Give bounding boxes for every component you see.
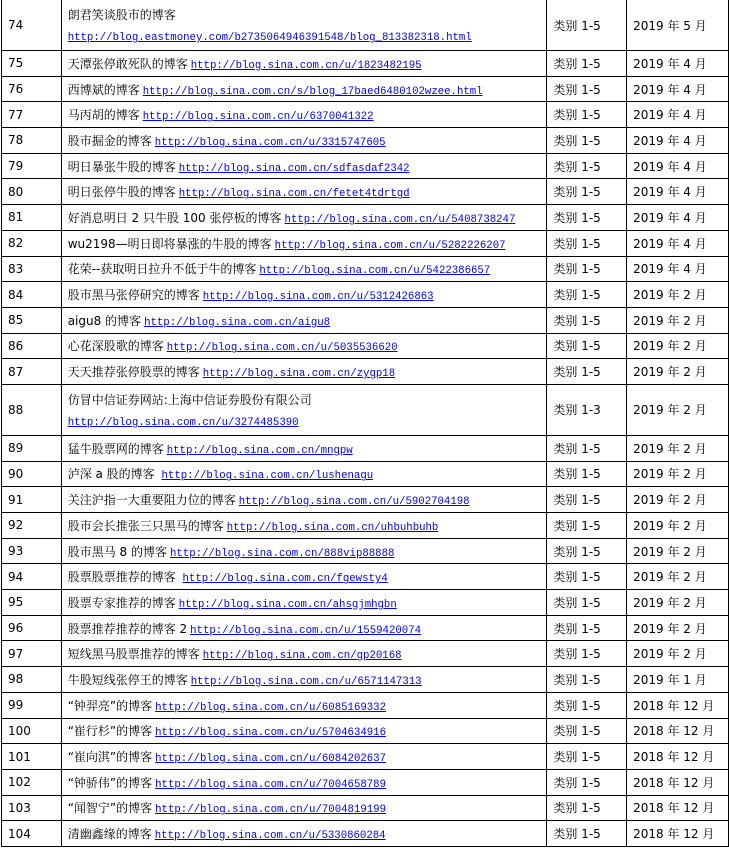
- blog-cell: [61, 256, 547, 282]
- blog-cell: [61, 230, 547, 256]
- blog-name: 关注沪指一大重要阻力位的博客: [67, 493, 236, 508]
- row-number: 75: [2, 51, 62, 77]
- blog-name: wu2198—明日即将暴涨的牛股的博客: [67, 236, 272, 251]
- category-cell: 类别 1-5: [547, 230, 627, 256]
- table-row: [2, 487, 729, 513]
- row-number: 80: [2, 179, 62, 205]
- date-cell: 2018 年 12 月: [627, 795, 729, 821]
- category-cell: 类别 1-5: [547, 128, 627, 154]
- row-number: 100: [2, 718, 62, 744]
- blog-cell: [61, 538, 547, 564]
- row-number: 81: [2, 205, 62, 231]
- category-cell: 类别 1-5: [547, 590, 627, 616]
- row-number: 85: [2, 307, 62, 333]
- blog-name: 明日张停牛股的博客: [67, 185, 176, 200]
- category-cell: 类别 1-5: [547, 359, 627, 385]
- date-cell: 2018 年 12 月: [627, 769, 729, 795]
- table-row: [2, 282, 729, 308]
- blog-name: 股票推荐推荐的博客 2: [67, 621, 188, 636]
- blog-cell: [61, 795, 547, 821]
- category-cell: 类别 1-5: [547, 153, 627, 179]
- blog-link[interactable]: http://blog.sina.com.cn/u/5330860284: [154, 830, 386, 843]
- row-number: 102: [2, 769, 62, 795]
- blog-link[interactable]: http://blog.sina.com.cn/u/5902704198: [238, 496, 470, 509]
- blog-cell: [61, 435, 547, 461]
- date-cell: 2018 年 12 月: [627, 744, 729, 770]
- category-cell: 类别 1-5: [547, 692, 627, 718]
- row-number: 78: [2, 128, 62, 154]
- table-row: [2, 590, 729, 616]
- blog-link[interactable]: http://blog.sina.com.cn/s/blog_17baed6480102wzee.html: [142, 85, 483, 98]
- blog-name: “钟骄伟”的博客: [67, 775, 153, 790]
- blog-link[interactable]: http://blog.sina.com.cn/u/5282226207: [274, 239, 506, 252]
- table-row: [2, 744, 729, 770]
- row-number: 91: [2, 487, 62, 513]
- row-number: 86: [2, 333, 62, 359]
- blog-link[interactable]: http://blog.sina.com.cn/u/6571147313: [190, 675, 422, 688]
- blog-cell: [61, 769, 547, 795]
- blog-link[interactable]: http://blog.sina.com.cn/zygp18: [202, 368, 396, 381]
- table-row: [2, 230, 729, 256]
- table-row: [2, 769, 729, 795]
- category-cell: 类别 1-5: [547, 282, 627, 308]
- row-number: 103: [2, 795, 62, 821]
- row-number: 93: [2, 538, 62, 564]
- row-number: 87: [2, 359, 62, 385]
- category-cell: 类别 1-5: [547, 538, 627, 564]
- blog-cell: [61, 153, 547, 179]
- date-cell: 2019 年 4 月: [627, 179, 729, 205]
- category-cell: 类别 1-5: [547, 744, 627, 770]
- blog-link[interactable]: http://blog.sina.com.cn/u/3274485390: [67, 416, 299, 429]
- category-cell: 类别 1-5: [547, 435, 627, 461]
- table-row: [2, 821, 729, 847]
- blog-cell: [61, 641, 547, 667]
- blog-link[interactable]: http://blog.sina.com.cn/aigu8: [144, 316, 331, 329]
- blog-link[interactable]: http://blog.sina.com.cn/u/6370041322: [142, 111, 374, 124]
- table-row: [2, 359, 729, 385]
- blog-cell: [61, 615, 547, 641]
- blog-cell: [61, 590, 547, 616]
- blog-name: 牛股短线张停王的博客: [67, 672, 188, 687]
- blog-name: “闻智宁”的博客: [67, 801, 153, 816]
- category-cell: 类别 1-5: [547, 179, 627, 205]
- table-row: [2, 564, 729, 590]
- blog-cell: [61, 564, 547, 590]
- blog-cell: [61, 744, 547, 770]
- category-cell: 类别 1-5: [547, 307, 627, 333]
- blog-link[interactable]: http://blog.sina.com.cn/u/1823482195: [190, 59, 422, 72]
- date-cell: 2019 年 2 月: [627, 333, 729, 359]
- category-cell: 类别 1-5: [547, 102, 627, 128]
- blog-name: aigu8 的博客: [67, 313, 142, 328]
- date-cell: 2019 年 4 月: [627, 128, 729, 154]
- table-row: [2, 384, 729, 435]
- blog-cell: [61, 51, 547, 77]
- table-row: [2, 513, 729, 539]
- blog-name: 西博斌的博客: [67, 82, 140, 97]
- blog-link[interactable]: http://blog.sina.com.cn/lushenagu: [161, 470, 374, 483]
- blog-link[interactable]: http://blog.sina.com.cn/sdfasdaf2342: [178, 162, 410, 175]
- row-number: 88: [2, 384, 62, 435]
- row-number: 79: [2, 153, 62, 179]
- category-cell: 类别 1-5: [547, 821, 627, 847]
- blog-link[interactable]: http://blog.sina.com.cn/ahsgjmhgbn: [178, 598, 397, 611]
- blog-cell: [61, 718, 547, 744]
- table-body: [2, 0, 729, 846]
- row-number: 76: [2, 76, 62, 102]
- blog-name: 股票专家推荐的博客: [67, 595, 176, 610]
- row-number: 98: [2, 667, 62, 693]
- blog-name: 明日暴张牛股的博客: [67, 159, 176, 174]
- category-cell: 类别 1-5: [547, 615, 627, 641]
- category-cell: 类别 1-5: [547, 461, 627, 487]
- category-cell: 类别 1-5: [547, 333, 627, 359]
- blog-cell: [61, 76, 547, 102]
- blog-cell: [61, 333, 547, 359]
- blog-name: 股市黑马 8 的博客: [67, 544, 167, 559]
- table-row: [2, 76, 729, 102]
- category-cell: 类别 1-5: [547, 0, 627, 51]
- row-number: 92: [2, 513, 62, 539]
- date-cell: 2019 年 2 月: [627, 282, 729, 308]
- blog-link[interactable]: http://blog.sina.com.cn/u/1559420074: [190, 624, 422, 637]
- blog-link[interactable]: http://blog.sina.com.cn/u/5035536620: [166, 342, 398, 355]
- blog-link[interactable]: http://blog.sina.com.cn/fgewsty4: [182, 573, 388, 586]
- blog-link[interactable]: http://blog.sina.com.cn/u/7004819199: [155, 804, 387, 817]
- row-number: 84: [2, 282, 62, 308]
- blog-link[interactable]: http://blog.sina.com.cn/u/3315747605: [154, 136, 386, 149]
- date-cell: 2019 年 5 月: [627, 0, 729, 51]
- date-cell: 2019 年 4 月: [627, 51, 729, 77]
- table-row: [2, 795, 729, 821]
- date-cell: 2019 年 4 月: [627, 102, 729, 128]
- blog-name: 心花深股歌的博客: [67, 339, 164, 354]
- table-row: [2, 435, 729, 461]
- date-cell: 2018 年 12 月: [627, 718, 729, 744]
- blog-cell: [61, 487, 547, 513]
- date-cell: 2019 年 4 月: [627, 76, 729, 102]
- table-row: [2, 153, 729, 179]
- category-cell: 类别 1-5: [547, 256, 627, 282]
- blog-name: 股市掘金的博客: [67, 133, 152, 148]
- table-row: [2, 179, 729, 205]
- date-cell: 2019 年 4 月: [627, 230, 729, 256]
- table-row: [2, 333, 729, 359]
- blog-link[interactable]: http://blog.sina.com.cn/mngpw: [166, 444, 353, 457]
- table-row: [2, 256, 729, 282]
- blog-link[interactable]: http://blog.sina.com.cn/u/5408738247: [284, 213, 516, 226]
- date-cell: 2019 年 2 月: [627, 615, 729, 641]
- row-number: 101: [2, 744, 62, 770]
- date-cell: 2019 年 4 月: [627, 153, 729, 179]
- blog-cell: [61, 0, 547, 51]
- blog-cell: [61, 821, 547, 847]
- blog-name: 天潭张停敢死队的博客: [67, 56, 188, 71]
- blog-name: “崔行杉”的博客: [67, 724, 153, 739]
- category-cell: 类别 1-5: [547, 487, 627, 513]
- date-cell: 2019 年 2 月: [627, 359, 729, 385]
- blog-cell: [61, 461, 547, 487]
- row-number: 95: [2, 590, 62, 616]
- date-cell: 2018 年 12 月: [627, 692, 729, 718]
- table-row: [2, 0, 729, 51]
- blog-link[interactable]: http://blog.sina.com.cn/u/6085169332: [155, 701, 387, 714]
- blog-name: 泸深 a 股的博客: [67, 467, 159, 482]
- blog-cell: [61, 307, 547, 333]
- table-row: [2, 205, 729, 231]
- blog-link[interactable]: http://blog.sina.com.cn/gp20168: [202, 650, 402, 663]
- date-cell: 2019 年 2 月: [627, 435, 729, 461]
- date-cell: 2019 年 2 月: [627, 487, 729, 513]
- blog-cell: [61, 205, 547, 231]
- table-row: [2, 128, 729, 154]
- blog-cell: [61, 513, 547, 539]
- category-cell: 类别 1-5: [547, 564, 627, 590]
- table-row: [2, 51, 729, 77]
- date-cell: 2019 年 2 月: [627, 538, 729, 564]
- table-row: [2, 102, 729, 128]
- category-cell: 类别 1-5: [547, 769, 627, 795]
- date-cell: 2019 年 2 月: [627, 641, 729, 667]
- date-cell: 2019 年 2 月: [627, 307, 729, 333]
- blog-name: 好消息明日 2 只牛股 100 张停板的博客: [67, 210, 282, 225]
- blog-link[interactable]: http://blog.sina.com.cn/u/5312426863: [202, 291, 434, 304]
- blog-name: 仿冒中信证券网站:上海中信证券股份有限公司: [67, 392, 312, 407]
- blog-name: “崔向淇”的博客: [67, 750, 153, 765]
- category-cell: 类别 1-5: [547, 641, 627, 667]
- date-cell: 2019 年 1 月: [627, 667, 729, 693]
- date-cell: 2019 年 4 月: [627, 205, 729, 231]
- table-row: [2, 692, 729, 718]
- category-cell: 类别 1-5: [547, 205, 627, 231]
- blog-name: 猛牛股票网的博客: [67, 441, 164, 456]
- category-cell: 类别 1-5: [547, 718, 627, 744]
- category-cell: 类别 1-5: [547, 51, 627, 77]
- date-cell: 2019 年 4 月: [627, 256, 729, 282]
- date-cell: 2019 年 2 月: [627, 564, 729, 590]
- blog-cell: [61, 282, 547, 308]
- table-row: [2, 461, 729, 487]
- blog-cell: [61, 128, 547, 154]
- blog-link[interactable]: http://blog.sina.com.cn/uhbuhbuhb: [226, 521, 439, 534]
- blog-list-table: [1, 0, 729, 847]
- row-number: 83: [2, 256, 62, 282]
- blog-link[interactable]: http://blog.sina.com.cn/u/5704634916: [155, 727, 387, 740]
- blog-name: 股市黑马张停研究的博客: [67, 288, 200, 303]
- blog-cell: [61, 667, 547, 693]
- blog-name: 天天推荐张停股票的博客: [67, 365, 200, 380]
- blog-name: 清幽鑫缘的博客: [67, 827, 152, 842]
- row-number: 94: [2, 564, 62, 590]
- date-cell: 2019 年 2 月: [627, 513, 729, 539]
- row-number: 74: [2, 0, 62, 51]
- row-number: 89: [2, 435, 62, 461]
- category-cell: 类别 1-5: [547, 76, 627, 102]
- row-number: 77: [2, 102, 62, 128]
- blog-name: 短线黑马股票推荐的博客: [67, 647, 200, 662]
- blog-link[interactable]: http://blog.sina.com.cn/u/5422386657: [259, 265, 491, 278]
- date-cell: 2019 年 2 月: [627, 384, 729, 435]
- blog-link[interactable]: http://blog.sina.com.cn/fetet4tdrtgd: [178, 188, 410, 201]
- blog-link[interactable]: http://blog.sina.com.cn/u/7004658789: [155, 778, 387, 791]
- row-number: 97: [2, 641, 62, 667]
- blog-name: 花荣--获取明日拉升不低于牛的博客: [67, 262, 257, 277]
- blog-link[interactable]: http://blog.sina.com.cn/888vip88888: [169, 547, 395, 560]
- table-row: [2, 615, 729, 641]
- blog-name: 股票股票推荐的博客: [67, 570, 180, 585]
- category-cell: 类别 1-5: [547, 667, 627, 693]
- row-number: 82: [2, 230, 62, 256]
- blog-cell: [61, 102, 547, 128]
- blog-link[interactable]: http://blog.sina.com.cn/u/6084202637: [155, 753, 387, 766]
- table-row: [2, 538, 729, 564]
- date-cell: 2018 年 12 月: [627, 821, 729, 847]
- table-row: [2, 667, 729, 693]
- table-row: [2, 718, 729, 744]
- blog-name: 股市会长推张三只黑马的博客: [67, 518, 224, 533]
- row-number: 104: [2, 821, 62, 847]
- category-cell: 类别 1-3: [547, 384, 627, 435]
- category-cell: 类别 1-5: [547, 795, 627, 821]
- blog-cell: [61, 359, 547, 385]
- row-number: 99: [2, 692, 62, 718]
- row-number: 96: [2, 615, 62, 641]
- blog-cell: [61, 384, 547, 435]
- category-cell: 类别 1-5: [547, 513, 627, 539]
- row-number: 90: [2, 461, 62, 487]
- table-row: [2, 641, 729, 667]
- blog-name: 朗君笑谈股市的博客: [67, 8, 176, 22]
- blog-cell: [61, 692, 547, 718]
- blog-cell: [61, 179, 547, 205]
- blog-name: “钟羿亮”的博客: [67, 698, 153, 713]
- date-cell: 2019 年 2 月: [627, 590, 729, 616]
- date-cell: 2019 年 2 月: [627, 461, 729, 487]
- blog-link[interactable]: http://blog.eastmoney.com/b2735064946391548/blog_813382318.html: [67, 32, 472, 44]
- table-row: [2, 307, 729, 333]
- blog-name: 马丙胡的博客: [67, 108, 140, 123]
